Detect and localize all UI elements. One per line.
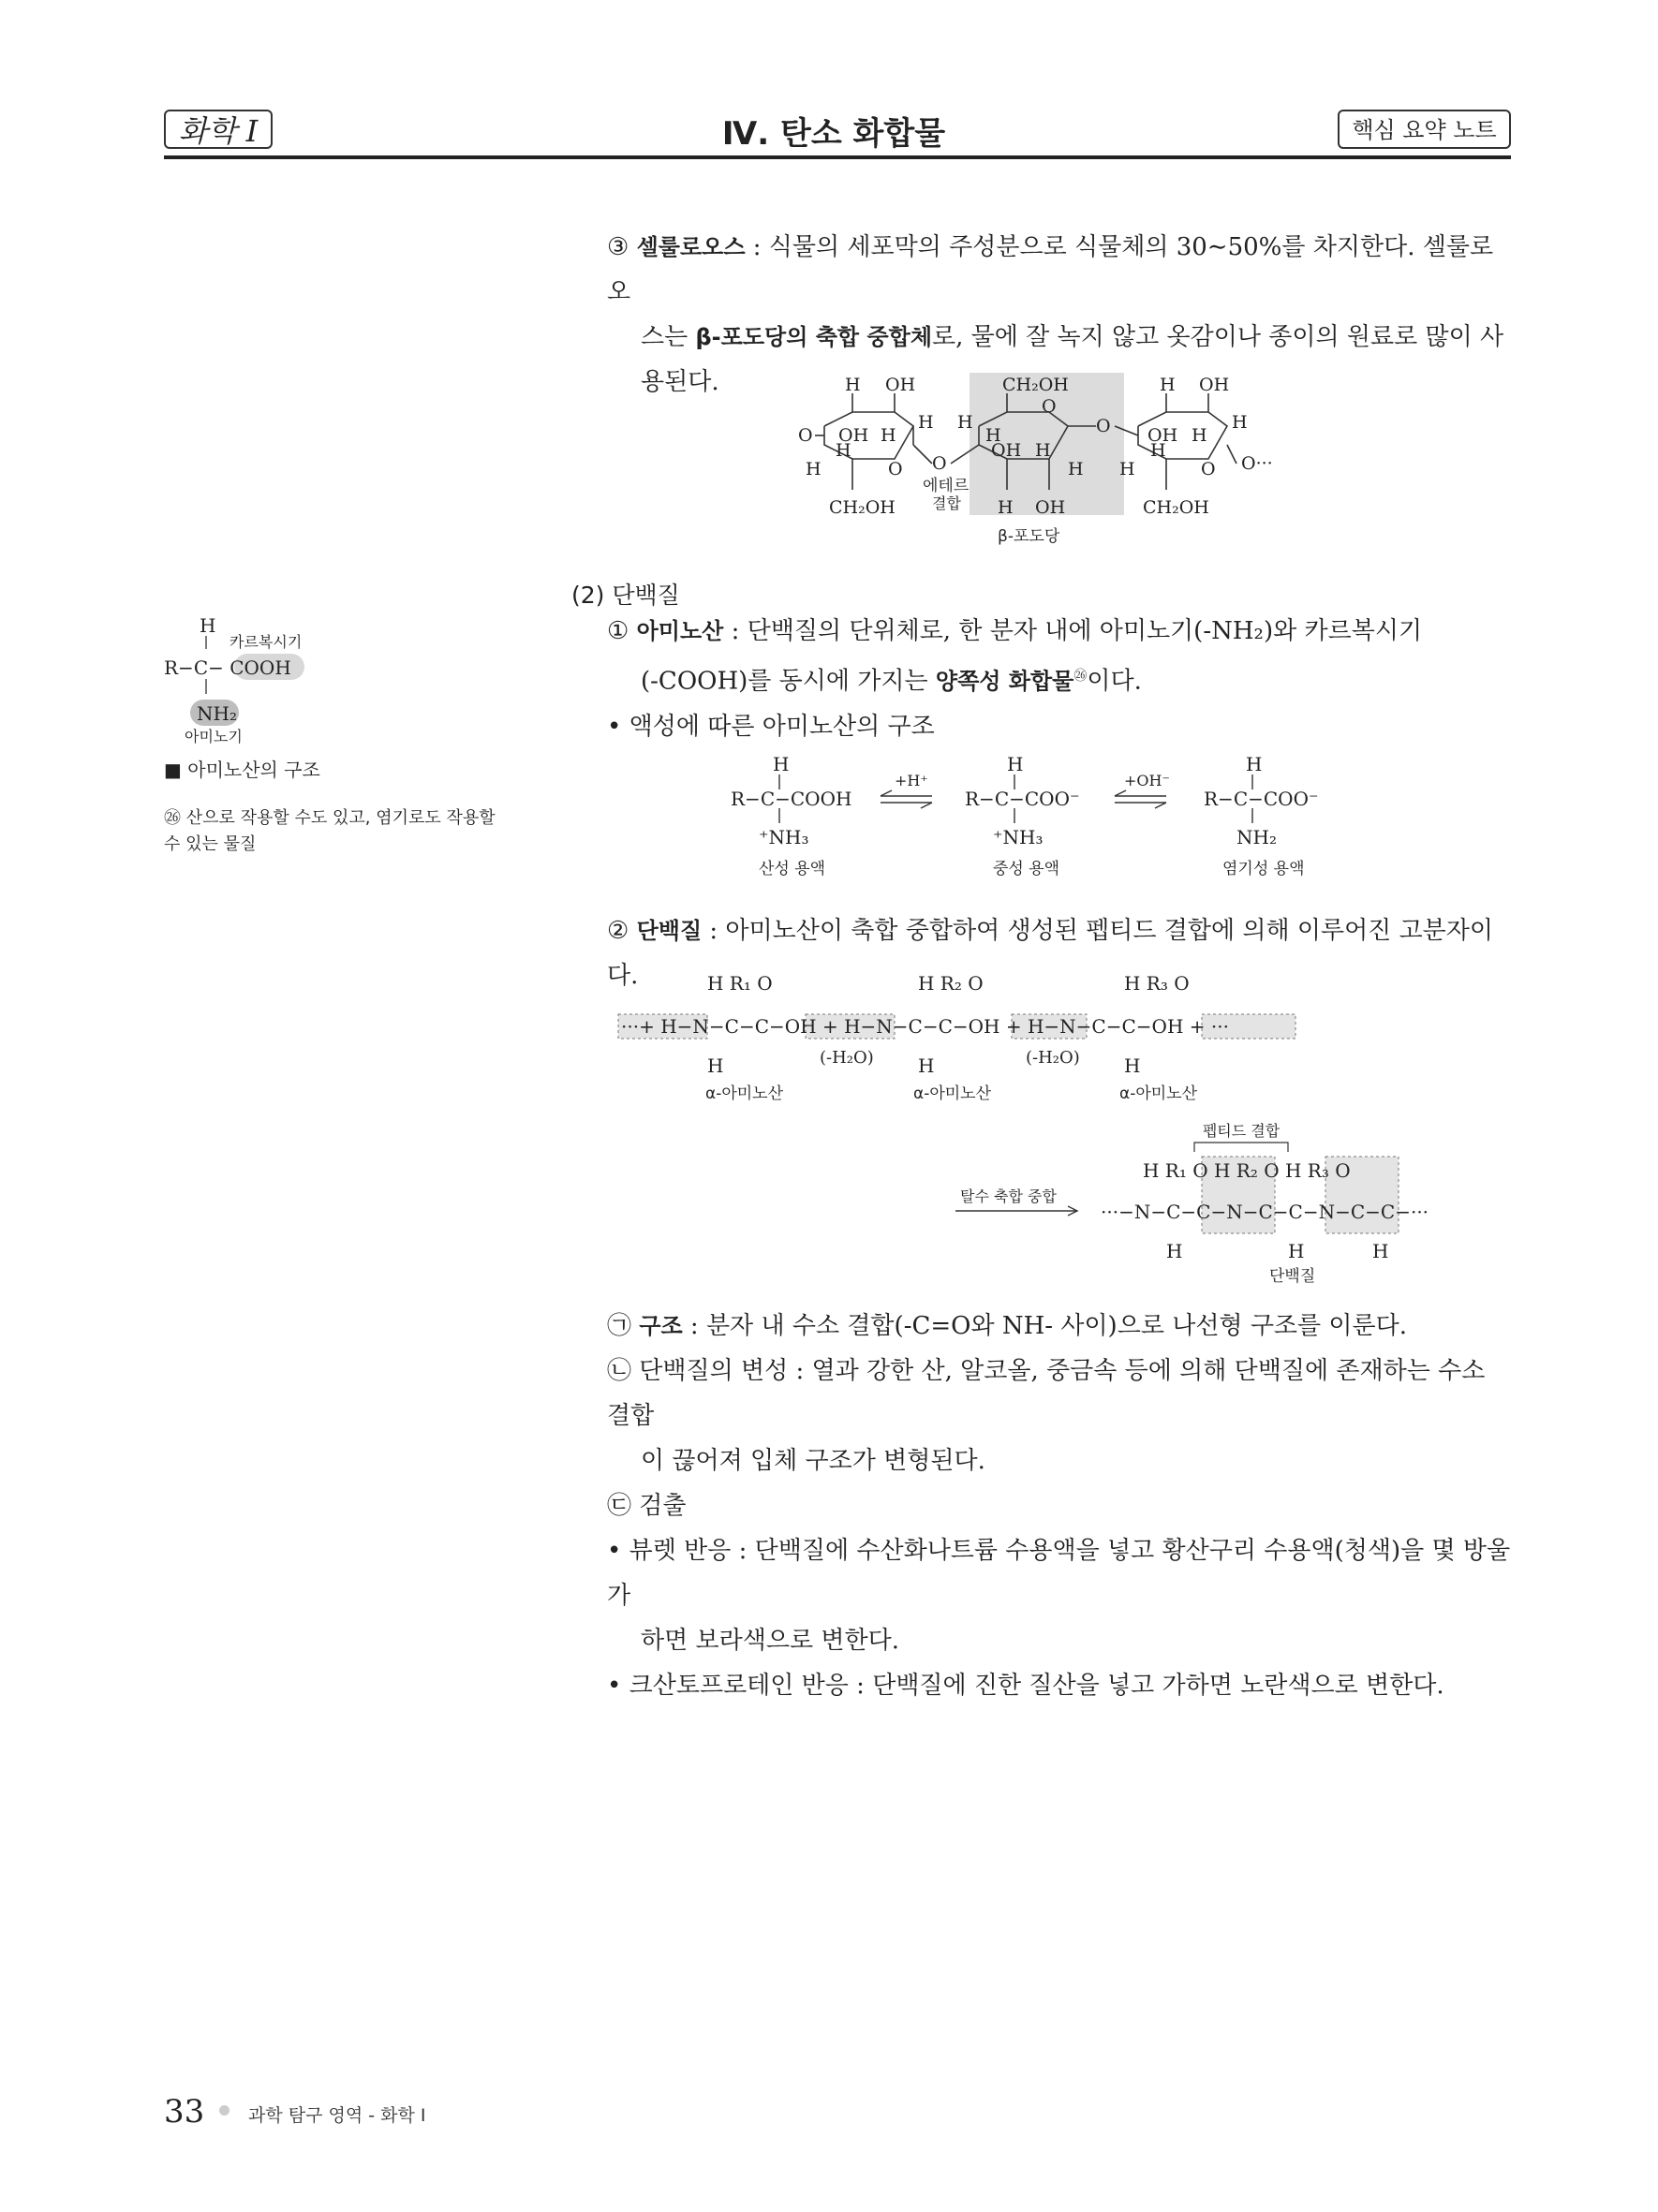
ether-label: 에테르 xyxy=(923,477,970,495)
text: : 단백질의 단위체로, 한 분자 내에 아미노기(-NH₂)와 카르복시기 xyxy=(723,617,1423,645)
amino-acid-line-1 xyxy=(607,609,1511,654)
text: : 분자 내 수소 결합(-C=O와 NH- 사이)으로 나선형 구조를 이룬다. xyxy=(682,1312,1408,1340)
svg-text:H: H xyxy=(707,1054,724,1077)
footnote-line-2: 수 있는 물질 xyxy=(164,834,257,854)
alpha-amino-acid-label: α-아미노산 xyxy=(913,1084,992,1103)
svg-text:H: H xyxy=(1288,1240,1305,1262)
atom-label: H xyxy=(1160,375,1176,395)
atom-label: OH xyxy=(838,425,869,446)
protein-properties xyxy=(607,1304,1511,1708)
detection-line xyxy=(607,1483,1511,1528)
svg-text:H: H xyxy=(1007,753,1024,775)
atom-label: CH₂OH xyxy=(1143,497,1209,518)
svg-text:H: H xyxy=(1246,753,1263,775)
header-rule xyxy=(164,155,1511,159)
cellulose-text: : 식물의 세포막의 주성분으로 식물체의 30∼50%를 차지한다. 셀룰로오 xyxy=(607,233,1494,306)
atom-label: OH xyxy=(1035,497,1066,518)
text: (-COOH)를 동시에 가지는 xyxy=(641,667,936,696)
amino-acid-line-2 xyxy=(607,654,1511,704)
atom-label: H xyxy=(1068,459,1084,479)
chapter-title: Ⅳ. 탄소 화합물 xyxy=(721,115,946,153)
atom-label: O xyxy=(932,453,947,474)
protein-term: 단백질 xyxy=(636,918,703,944)
text: 산으로 작용할 수도 있고, 염기로도 작용할 xyxy=(185,808,496,828)
svg-text:NH₂: NH₂ xyxy=(197,702,237,725)
text: 스는 xyxy=(641,323,696,351)
structure-line xyxy=(607,1304,1511,1349)
text: 이다. xyxy=(1087,667,1142,696)
footer-text: 과학 탐구 영역 - 화학 Ⅰ xyxy=(248,2105,426,2126)
atom-label: OH xyxy=(991,440,1022,461)
svg-text:R−C− COOH: R−C− COOH xyxy=(164,656,291,679)
cellulose-line-3: 용된다. xyxy=(641,368,719,396)
amino-acid-term: 아미노산 xyxy=(636,618,724,644)
text: 단백질의 변성 : 열과 강한 산, 알코올, 중금속 등에 의해 단백질에 존재하는 수소 결합 xyxy=(607,1357,1486,1430)
item-marker: ③ xyxy=(607,233,629,261)
peptide-bond-label: 펩티드 결합 xyxy=(1202,1122,1281,1140)
svg-text:⁺NH₃: ⁺NH₃ xyxy=(993,826,1044,848)
atom-label: O xyxy=(1042,396,1057,417)
peptide-formation-figure xyxy=(614,969,1429,1288)
subject-badge: 화학 I xyxy=(164,110,273,149)
footnote-line-1 xyxy=(164,805,520,832)
ether-label: 결합 xyxy=(932,494,961,512)
svg-text:H: H xyxy=(918,1054,935,1077)
svg-text:NH₂: NH₂ xyxy=(1236,826,1277,848)
minus-water-label: (-H₂O) xyxy=(1026,1048,1080,1068)
protein-heading: (2) 단백질 xyxy=(571,582,680,609)
atom-label: O··· xyxy=(1241,453,1273,474)
svg-text:H: H xyxy=(200,614,216,637)
svg-text:R−C−COO⁻: R−C−COO⁻ xyxy=(1204,788,1319,810)
xanthoprotein-line: • 크산토프로테인 반응 : 단백질에 진한 질산을 넣고 가하면 노란색으로 변한다. xyxy=(607,1672,1444,1700)
amphoteric-term: 양쪽성 화합물 xyxy=(935,668,1074,695)
atom-label: CH₂OH xyxy=(1002,375,1069,395)
plus-oh-label: +OH⁻ xyxy=(1124,772,1170,789)
atom-label: CH₂OH xyxy=(829,497,896,518)
alpha-amino-acid-label: α-아미노산 xyxy=(705,1084,784,1103)
carboxyl-label: 카르복시기 xyxy=(229,633,303,651)
footer-dot xyxy=(219,2105,229,2116)
item-marker: ㉡ xyxy=(607,1357,632,1385)
base-solution-label: 염기성 용액 xyxy=(1222,860,1305,878)
dehydration-label: 탈수 축합 중합 xyxy=(960,1187,1057,1205)
svg-text:R−C−COOH: R−C−COOH xyxy=(731,788,852,810)
structure-term: 구조 xyxy=(639,1313,683,1339)
svg-text:H: H xyxy=(1166,1240,1183,1262)
svg-text:H R₁ O H R₂ O H R₃ O: H R₁ O H R₂ O H R₃ O xyxy=(1143,1159,1351,1182)
atom-label: OH xyxy=(1147,425,1178,446)
beta-glucose-label: β-포도당 xyxy=(998,527,1060,546)
biuret-line-2: 하면 보라색으로 변한다. xyxy=(641,1627,899,1655)
alpha-amino-acid-label: α-아미노산 xyxy=(1119,1084,1198,1103)
atom-label: O xyxy=(888,459,903,479)
footnote-marker: ㉖ xyxy=(164,808,181,828)
item-marker: ㉢ xyxy=(607,1492,632,1520)
text: 로, 물에 잘 녹지 않고 옷감이나 종이의 원료로 많이 사 xyxy=(932,323,1504,351)
denaturation-line-2: 이 끊어져 입체 구조가 변형된다. xyxy=(641,1447,985,1475)
minus-water-label: (-H₂O) xyxy=(820,1048,874,1068)
atom-label: H xyxy=(806,459,822,479)
amino-acid-caption: ■ 아미노산의 구조 xyxy=(164,759,320,781)
amino-acid-side-structure xyxy=(164,613,370,745)
atom-label: H xyxy=(836,440,851,461)
atom-label: O xyxy=(1201,459,1216,479)
svg-text:H: H xyxy=(773,753,790,775)
cellulose-line-1 xyxy=(607,225,1511,315)
svg-text:H: H xyxy=(1372,1240,1389,1262)
amino-label: 아미노기 xyxy=(185,728,243,745)
atom-label: OH xyxy=(885,375,916,395)
summary-note-badge: 핵심 요약 노트 xyxy=(1338,110,1511,149)
svg-text:⁺NH₃: ⁺NH₃ xyxy=(759,826,809,848)
atom-label: H xyxy=(1232,412,1248,433)
neutral-solution-label: 중성 용액 xyxy=(993,860,1060,878)
atom-label: OH xyxy=(1199,375,1230,395)
page-number: 33 xyxy=(164,2093,205,2131)
atom-label: O xyxy=(798,425,813,446)
atom-label: H xyxy=(998,497,1014,518)
atom-label: H xyxy=(845,375,861,395)
svg-text:···−N−C−C−N−C−C−N−C−C−···: ···−N−C−C−N−C−C−N−C−C−··· xyxy=(1101,1201,1429,1223)
cellulose-line-2 xyxy=(607,315,1511,360)
text: : 아미노산이 축합 중합하여 생성된 펩티드 결합에 의해 이루어진 고분자이다. xyxy=(607,917,1494,990)
item-marker: ① xyxy=(607,617,629,645)
protein-label: 단백질 xyxy=(1269,1267,1316,1286)
acid-solution-label: 산성 용액 xyxy=(759,860,826,878)
atom-label: O xyxy=(1096,416,1111,436)
amino-acid-paragraph xyxy=(607,609,1511,749)
svg-text:H R₃ O: H R₃ O xyxy=(1124,972,1190,995)
item-marker: ㉠ xyxy=(607,1312,632,1340)
atom-label: H xyxy=(1035,440,1051,461)
atom-label: H xyxy=(1192,425,1207,446)
atom-label: H xyxy=(918,412,934,433)
svg-text:H R₁ O: H R₁ O xyxy=(707,972,773,995)
svg-text:R−C−COO⁻: R−C−COO⁻ xyxy=(965,788,1080,810)
biuret-line-1: • 뷰렛 반응 : 단백질에 수산화나트륨 수용액을 넣고 황산구리 수용액(청색)을 몇 방울 가 xyxy=(607,1537,1511,1610)
cellulose-term: 셀룰로오스 xyxy=(636,234,746,260)
footnote-26 xyxy=(164,805,520,858)
svg-text:···+ H−N−C−C−OH + H−N−C−C−OH +: ···+ H−N−C−C−OH + H−N−C−C−OH + H−N−C−C−OH + ··· xyxy=(621,1015,1229,1038)
item-marker: ② xyxy=(607,917,629,945)
cellulose-structure-figure xyxy=(787,370,1321,557)
ph-bullet: • 액성에 따른 아미노산의 구조 xyxy=(607,712,935,741)
plus-h-label: +H⁺ xyxy=(895,772,928,789)
atom-label: H xyxy=(881,425,896,446)
amino-acid-ph-figure xyxy=(731,754,1349,894)
cellulose-bold-term: β-포도당의 축합 중합체 xyxy=(695,324,933,350)
footnote-ref: ㉖ xyxy=(1073,669,1088,684)
svg-text:H R₂ O: H R₂ O xyxy=(918,972,984,995)
svg-text:H: H xyxy=(1124,1054,1141,1077)
atom-label: H xyxy=(1119,459,1135,479)
atom-label: H xyxy=(985,425,1001,446)
text: 검출 xyxy=(639,1492,687,1520)
denaturation-line-1 xyxy=(607,1349,1511,1438)
atom-label: H xyxy=(957,412,973,433)
atom-label: H xyxy=(1150,440,1166,461)
